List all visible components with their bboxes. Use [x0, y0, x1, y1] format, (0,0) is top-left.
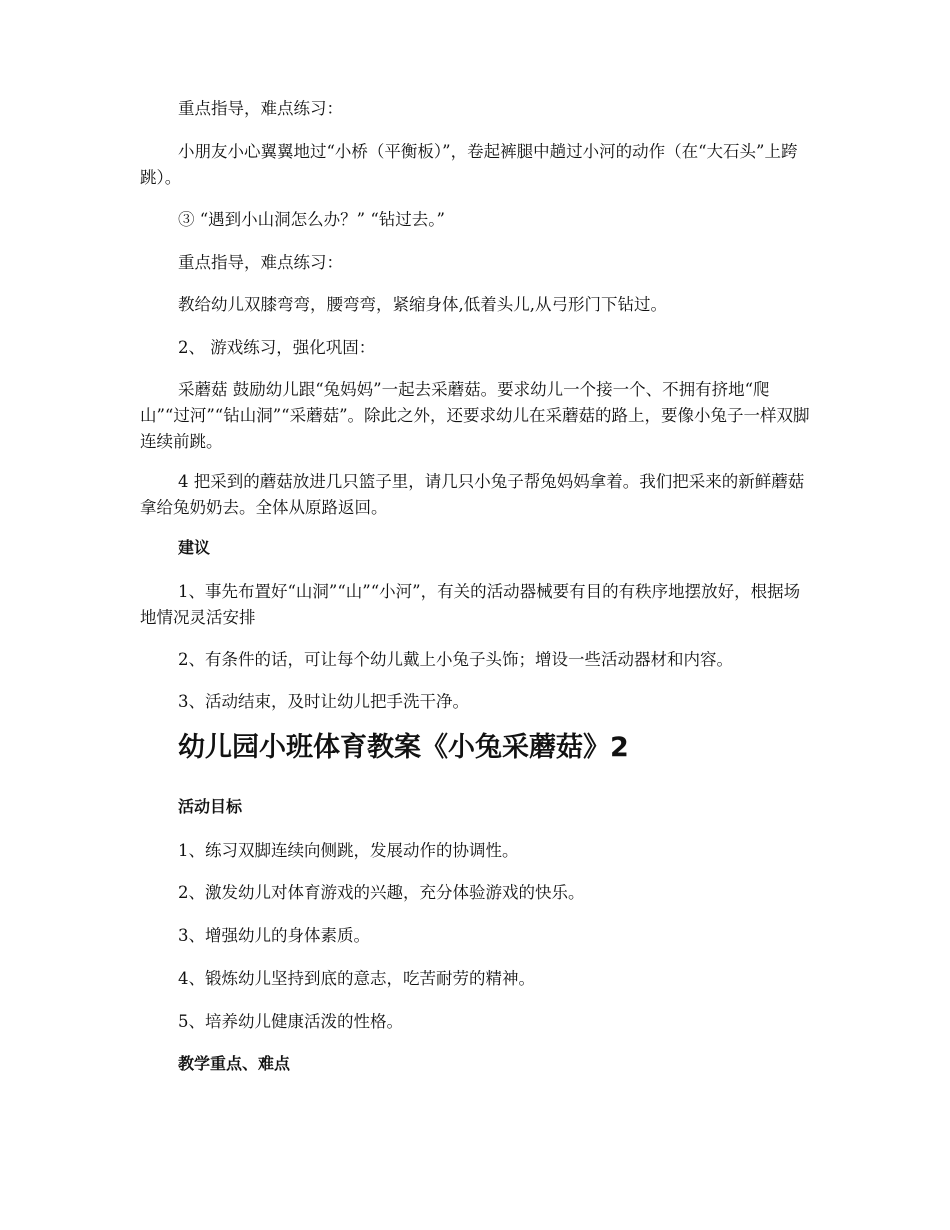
paragraph-bridge-crossing: 小朋友小心翼翼地过“小桥（平衡板）”，卷起裤腿中趟过小河的动作（在“大石头”上跨跳）。	[140, 142, 798, 187]
paragraph-cave-question: ③ “遇到小山洞怎么办？” “钻过去。”	[178, 210, 445, 229]
heading-key-points: 教学重点、难点	[178, 1054, 291, 1073]
goal-item-5: 5、培养幼儿健康活泼的性格。	[178, 1012, 403, 1031]
paragraph-mushroom-picking: 采蘑菇 鼓励幼儿跟“兔妈妈”一起去采蘑菇。要求幼儿一个接一个、不拥有挤地“爬山”“过河”“钻山洞”“采蘑菇”。除此之外，还要求幼儿在采蘑菇的路上，要像小兔子一样双脚连续前跳。	[140, 380, 810, 451]
paragraph-guidance-1: 重点指导，难点练习：	[178, 99, 343, 118]
heading-activity-goals: 活动目标	[178, 797, 243, 816]
goal-item-1: 1、练习双脚连续向侧跳，发展动作的协调性。	[178, 841, 519, 860]
goal-item-2: 2、激发幼儿对体育游戏的兴趣，充分体验游戏的快乐。	[178, 883, 585, 902]
goal-item-3: 3、增强幼儿的身体素质。	[178, 926, 370, 945]
heading-suggestion: 建议	[178, 538, 211, 557]
paragraph-crawl-instruction: 教给幼儿双膝弯弯，腰弯弯，紧缩身体,低着头儿,从弓形门下钻过。	[178, 295, 667, 314]
paragraph-basket: 4 把采到的蘑菇放进几只篮子里，请几只小兔子帮兔妈妈拿着。我们把采来的新鲜蘑菇拿给兔奶奶去。全体从原路返回。	[140, 472, 805, 517]
suggestion-item-1: 1、事先布置好“山洞”“山”“小河”，有关的活动器械要有目的有秩序地摆放好，根据场地情况灵活安排	[140, 582, 801, 627]
paragraph-game-practice: 2、 游戏练习，强化巩固：	[178, 338, 376, 357]
goal-item-4: 4、锻炼幼儿坚持到底的意志，吃苦耐劳的精神。	[178, 969, 535, 988]
suggestion-item-2: 2、有条件的话，可让每个幼儿戴上小兔子头饰；增设一些活动器材和内容。	[178, 650, 733, 669]
paragraph-guidance-2: 重点指导，难点练习：	[178, 253, 343, 272]
suggestion-item-3: 3、活动结束，及时让幼儿把手洗干净。	[178, 692, 469, 711]
lesson2-title: 幼儿园小班体育教案《小兔采蘑菇》2	[178, 732, 629, 763]
